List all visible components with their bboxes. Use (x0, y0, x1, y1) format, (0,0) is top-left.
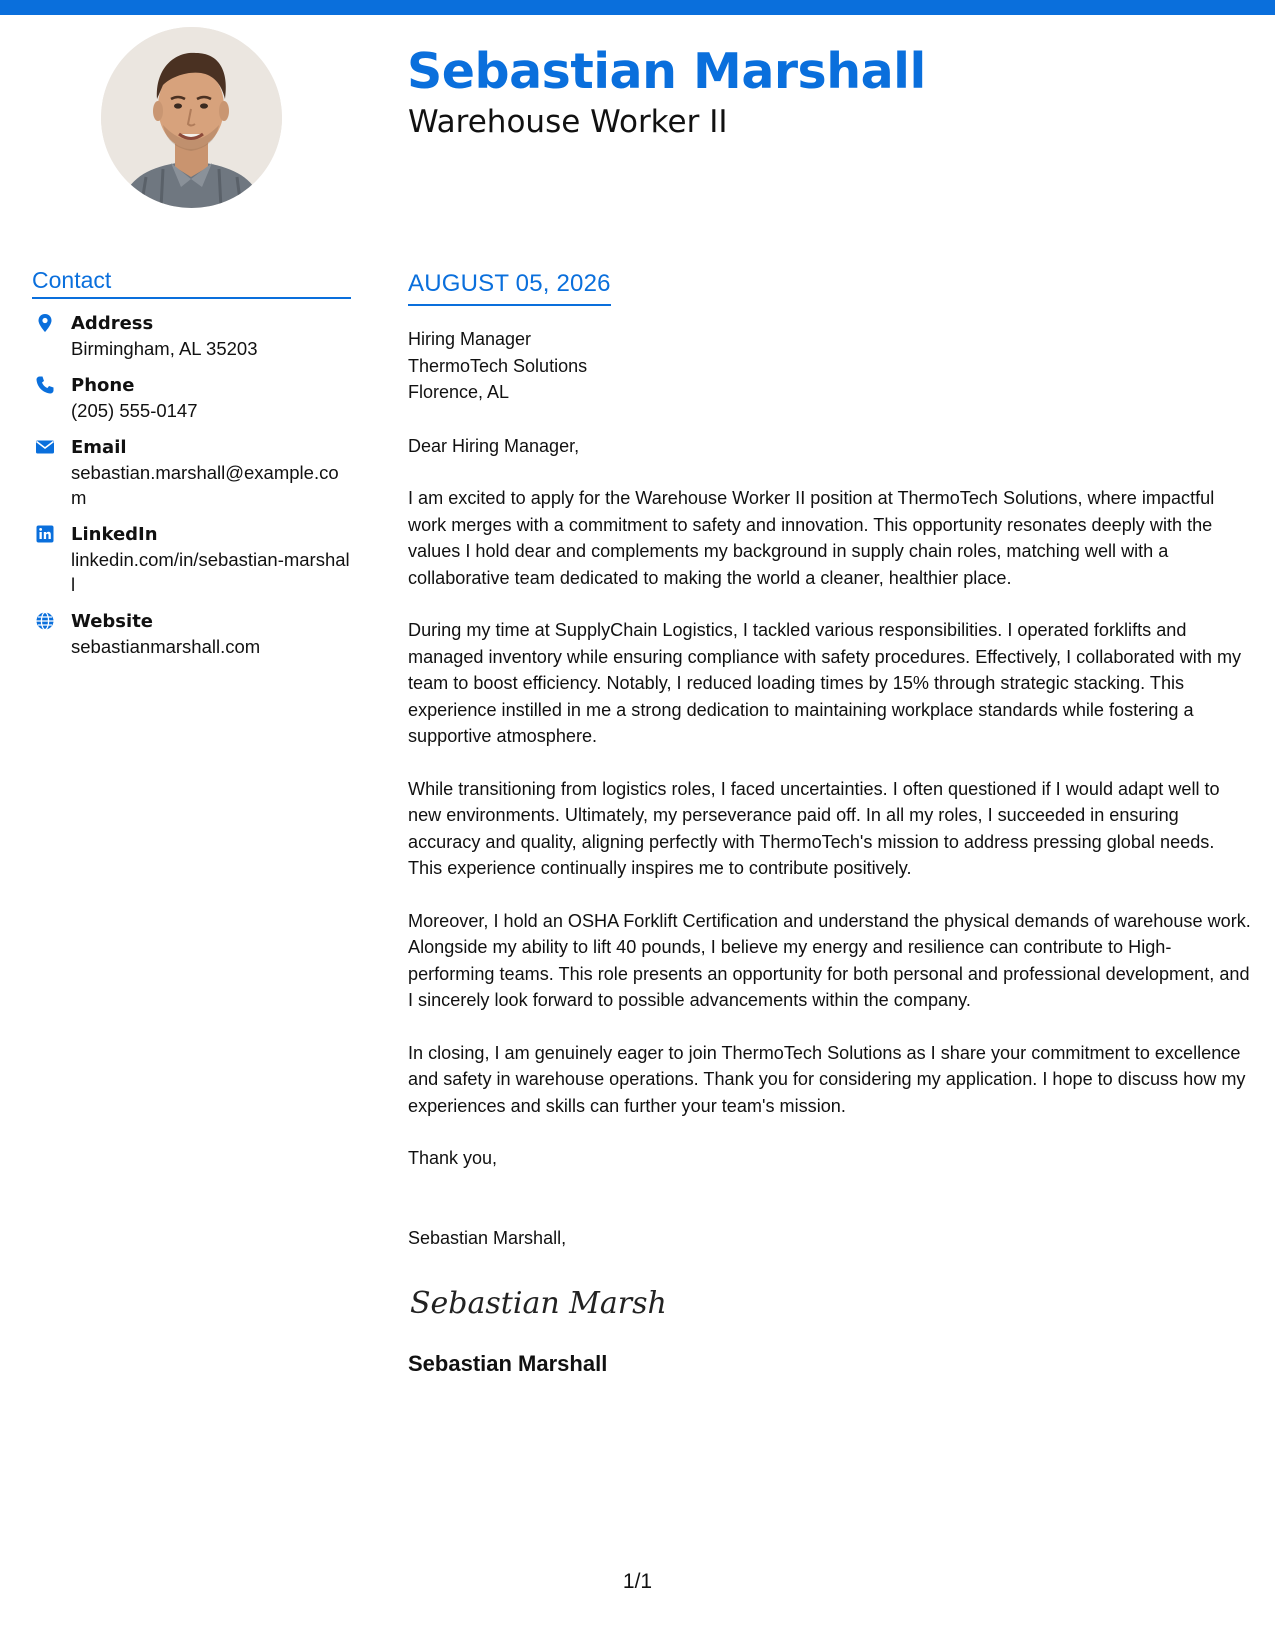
globe-icon (35, 611, 55, 631)
contact-heading: Contact (32, 265, 351, 299)
contact-item-linkedin (32, 522, 351, 597)
closing: Thank you, (408, 1148, 498, 1168)
paragraph-5: In closing, I am genuinely eager to join ThermoTech Solutions as I share your commitment to excellence and safety in warehouse operations. Thank you for considering my application. I hope to discuss how my experiences and skills can further your team's mission. (408, 1042, 1246, 1116)
linkedin-label: LinkedIn (71, 524, 158, 545)
paragraph-4: Moreover, I hold an OSHA Forklift Certification and understand the physical demands of warehouse work. Alongside my ability to lift 40 pounds, I believe my energy and resilience can contribute to High-performing teams. This role presents an opportunity for both personal and professional development, and I sincerely look forward to possible advancements within the company. (408, 910, 1251, 1010)
contact-item-phone (32, 373, 351, 423)
recipient-location: Florence, AL (408, 382, 510, 402)
letter-body (408, 268, 1253, 1379)
envelope-icon (35, 437, 55, 457)
signature-text: Sebastian Marsh (410, 1286, 667, 1321)
map-pin-icon (35, 313, 55, 333)
salutation: Dear Hiring Manager, (408, 435, 580, 456)
address-label: Address (71, 313, 154, 334)
page-number: 1/1 (622, 1570, 653, 1593)
handwritten-signature (408, 1277, 668, 1325)
paragraph-1: I am excited to apply for the Warehouse Worker II position at ThermoTech Solutions, where impactful work merges with a commitment to safety and innovation. This opportunity resonates deeply with the values I hold dear and complements my background in supply chain roles, matching well with a collaborative team dedicated to making the world a cleaner, healthier place. (408, 488, 1215, 588)
phone-label: Phone (71, 375, 135, 396)
contact-item-website (32, 609, 351, 659)
signoff: Sebastian Marshall, (408, 1227, 567, 1248)
linkedin-value[interactable]: linkedin.com/in/sebastian-marshall (71, 549, 350, 595)
paragraph-3: While transitioning from logistics roles, I faced uncertainties. I often questioned if I would adapt well to new environments. Ultimately, my perseverance paid off. In all my roles, I succeeded in ensuring accuracy and quality, aligning perfectly with ThermoTech's mission to address pressing global needs. This experience continually inspires me to contribute positively. (408, 778, 1220, 878)
contact-item-email (32, 435, 351, 510)
email-value[interactable]: sebastian.marshall@example.com (71, 462, 339, 508)
contact-sidebar (32, 265, 351, 671)
contact-list (32, 311, 351, 659)
linkedin-icon (35, 524, 55, 544)
paragraph-2: During my time at SupplyChain Logistics, I tackled various responsibilities. I operated forklifts and managed inventory while ensuring compliance with safety procedures. Effectively, I collaborated with my team to boost efficiency. Notably, I reduced loading times by 15% through strategic stacking. This experience instilled in me a strong dedication to maintaining workplace standards while fostering a supportive atmosphere. (408, 620, 1242, 746)
applicant-name: Sebastian Marshall (407, 43, 926, 100)
website-label: Website (71, 611, 154, 632)
contact-item-address (32, 311, 351, 361)
signature-name: Sebastian Marshall (408, 1351, 608, 1376)
top-accent-bar (0, 0, 1275, 15)
email-label: Email (71, 437, 127, 458)
address-value: Birmingham, AL 35203 (71, 338, 258, 359)
website-value[interactable]: sebastianmarshall.com (71, 636, 261, 657)
recipient-block (408, 326, 1253, 406)
job-title: Warehouse Worker II (408, 104, 728, 140)
phone-value[interactable]: (205) 555-0147 (71, 400, 198, 421)
letter-date: AUGUST 05, 2026 (408, 268, 611, 306)
recipient-company: ThermoTech Solutions (408, 355, 588, 376)
phone-icon (35, 375, 55, 395)
profile-photo (101, 27, 282, 208)
recipient-name: Hiring Manager (408, 329, 532, 349)
